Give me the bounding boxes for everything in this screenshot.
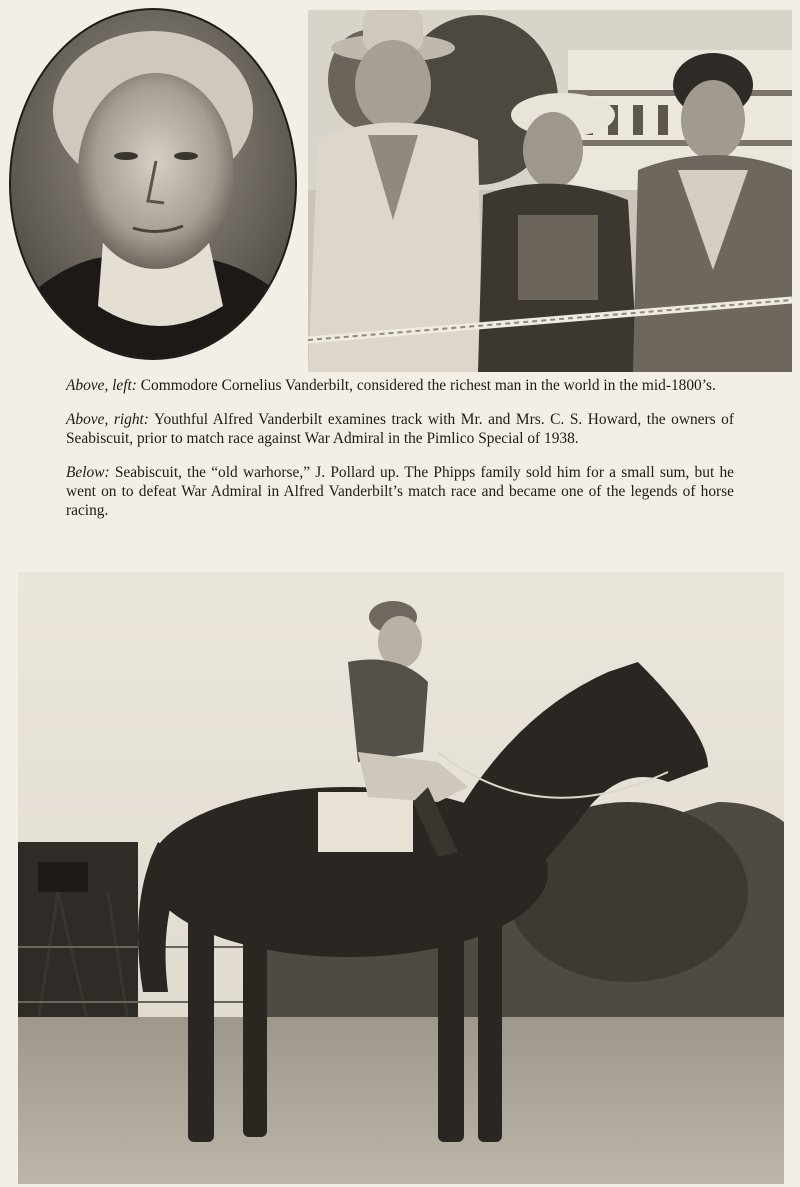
caption-lead: Above, left:	[66, 377, 137, 394]
caption-lead: Below:	[66, 464, 110, 481]
caption-above-right	[66, 410, 734, 448]
portrait-photo	[8, 6, 298, 362]
caption-text: Youthful Alfred Vanderbilt examines track with Mr. and Mrs. C. S. Howard, the owners of Seabiscuit, prior to match race against War Admiral in the Pimlico Special of 1938.	[66, 411, 734, 447]
captions-block	[66, 376, 734, 535]
caption-below	[66, 463, 734, 520]
seabiscuit-photo	[18, 572, 784, 1184]
track-photo	[308, 10, 792, 372]
caption-lead: Above, right:	[66, 411, 149, 428]
caption-text: Seabiscuit, the “old warhorse,” J. Pollard up. The Phipps family sold him for a small sum, but he went on to defeat War Admiral in Alfred Vanderbilt’s match race and became one of the legends of horse racing.	[66, 464, 734, 519]
caption-text: Commodore Cornelius Vanderbilt, considered the richest man in the world in the mid-1800’s.	[140, 377, 716, 394]
caption-above-left	[66, 376, 734, 395]
